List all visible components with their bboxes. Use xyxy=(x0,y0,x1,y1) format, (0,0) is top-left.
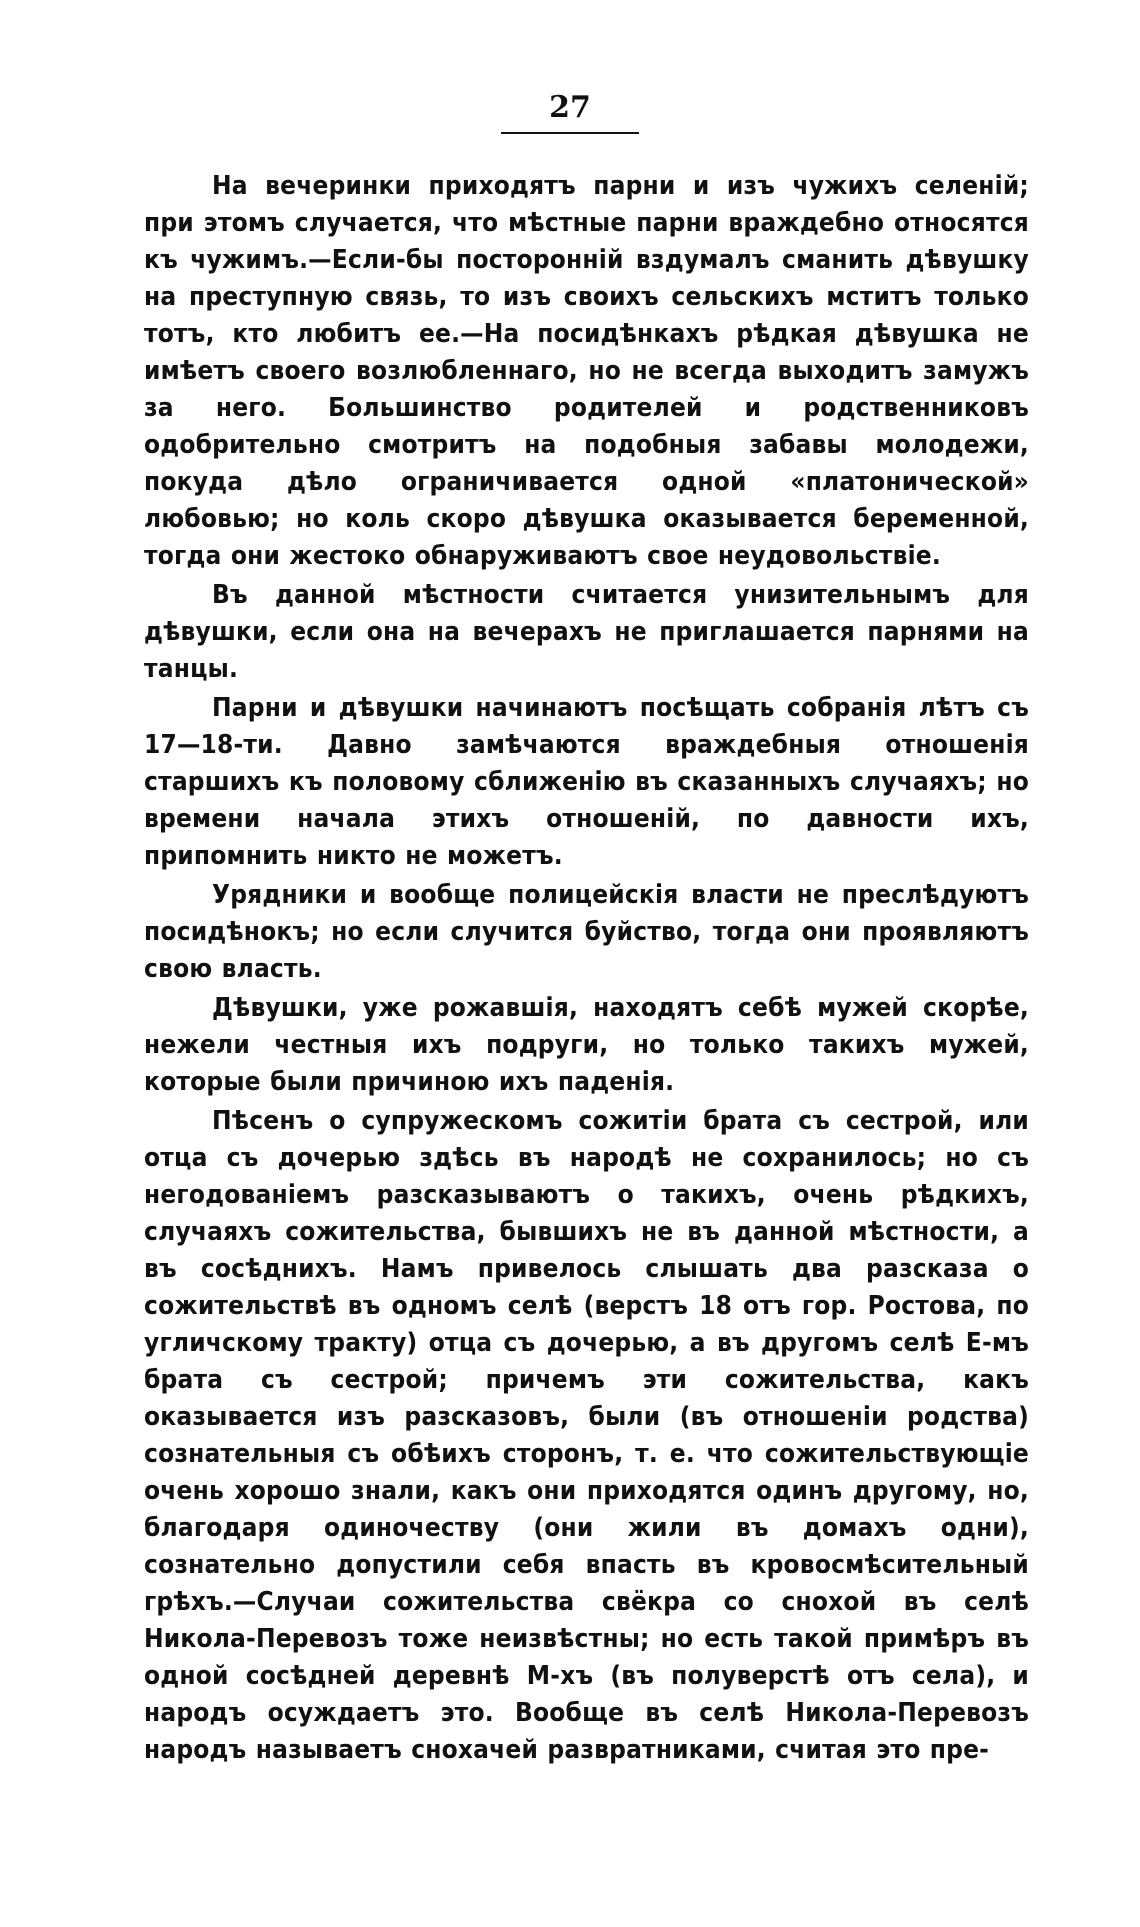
page-header xyxy=(0,90,1140,134)
page-number: 27 xyxy=(501,90,639,134)
paragraph: Дѣвушки, уже рожавшія, находятъ себѣ мужей скорѣе, нежели честныя ихъ подруги, но только такихъ мужей, которые были причиною ихъ паденія. xyxy=(144,993,1029,1097)
paragraph: Урядники и вообще полицейскія власти не преслѣдуютъ посидѣнокъ; но если случится буйство, тогда они проявляютъ свою власть. xyxy=(144,880,1029,984)
paragraph: На вечеринки приходятъ парни и изъ чужихъ селеній; при этомъ случается, что мѣстные парни враждебно относятся къ чужимъ.—Если-бы посторонній вздумалъ сманить дѣвушку на преступную связь, то изъ своихъ сельскихъ мститъ только тотъ, кто любитъ ее.—На посидѣнкахъ рѣдкая дѣвушка не имѣетъ своего возлюбленнаго, но не всегда выходитъ замужъ за него. Большинство родителей и родственниковъ одобрительно смотритъ на подобныя забавы молодежи, покуда дѣло ограничивается одной «платонической» любовью; но коль скоро дѣвушка оказывается беременной, тогда они жестоко обнаруживаютъ свое неудовольствіе. xyxy=(144,171,1029,571)
paragraph: Пѣсенъ о супружескомъ сожитіи брата съ сестрой, или отца съ дочерью здѣсь въ народѣ не сохранилось; но съ негодованіемъ разсказываютъ о такихъ, очень рѣдкихъ, случаяхъ сожительства, бывшихъ не въ данной мѣстности, а въ сосѣднихъ. Намъ привелось слышать два разсказа о сожительствѣ въ одномъ селѣ (верстъ 18 отъ гор. Ростова, по угличскому тракту) отца съ дочерью, а въ другомъ селѣ Е-мъ брата съ сестрой; причемъ эти сожительства, какъ оказывается изъ разсказовъ, были (въ отношеніи родства) сознательныя съ обѣихъ сторонъ, т. е. что сожительствующіе очень хорошо знали, какъ они приходятся одинъ другому, но, благодаря одиночеству (они жили въ домахъ одни), сознательно допустили себя впасть въ кровосмѣсительный грѣхъ.—Случаи сожительства свёкра со снохой въ селѣ Никола-Перевозъ тоже неизвѣстны; но есть такой примѣръ въ одной сосѣдней деревнѣ М-хъ (въ полуверстѣ отъ села), и народъ осуждаетъ это. Вообще въ селѣ Никола-Перевозъ народъ называетъ снохачей развратниками, считая это пре- xyxy=(144,1106,1029,1765)
paragraph: Въ данной мѣстности считается унизительнымъ для дѣвушки, если она на вечерахъ не приглашается парнями на танцы. xyxy=(144,580,1029,684)
paragraph: Парни и дѣвушки начинаютъ посѣщать собранія лѣтъ съ 17—18-ти. Давно замѣчаются враждебныя отношенія старшихъ къ половому сближенію въ сказанныхъ случаяхъ; но времени начала этихъ отношеній, по давности ихъ, припомнить никто не можетъ. xyxy=(144,693,1029,871)
page-body xyxy=(144,168,1029,1769)
